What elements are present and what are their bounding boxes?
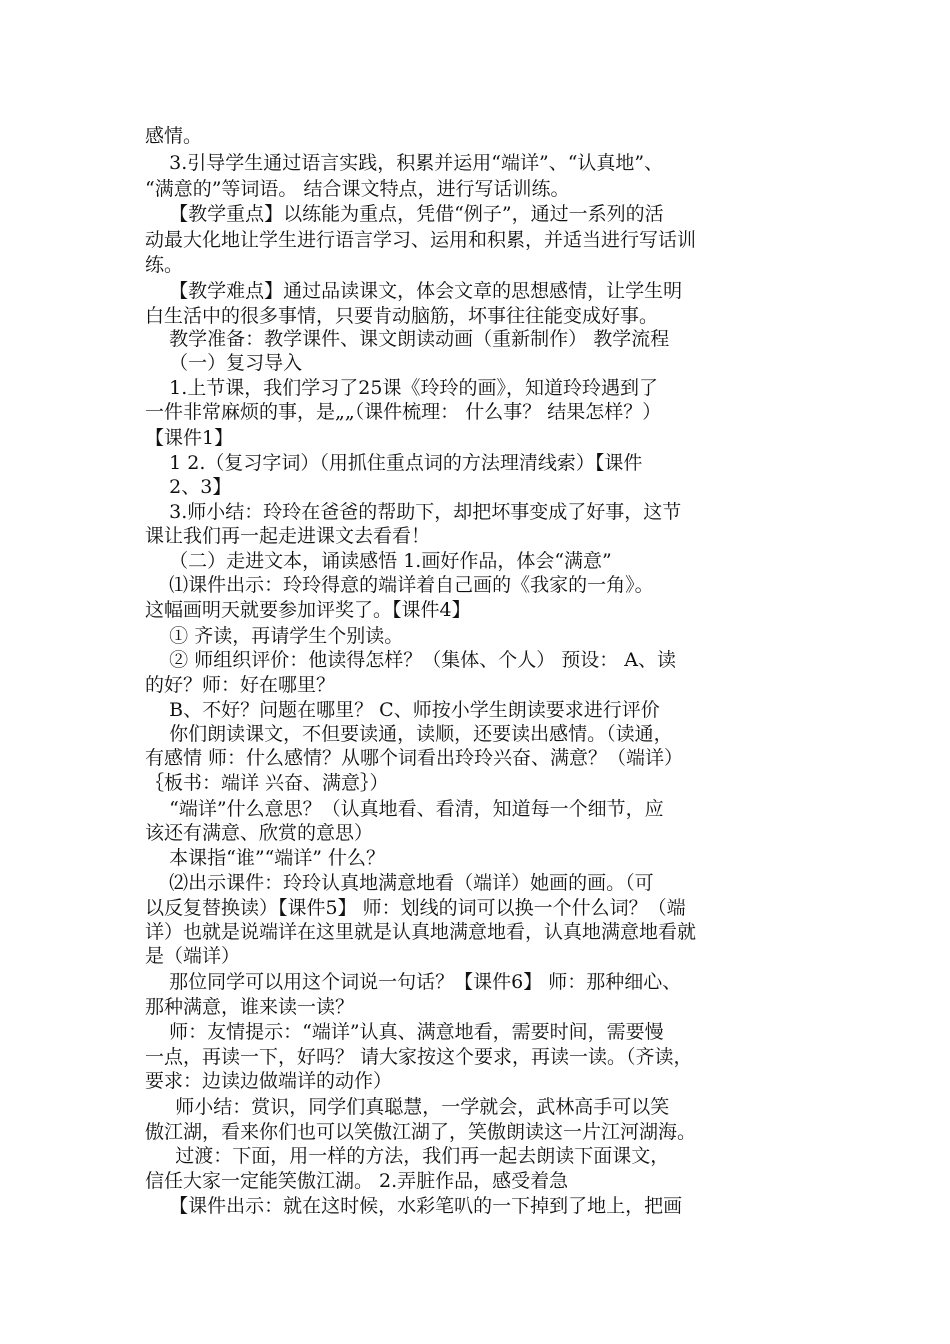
text-line: 有感情 师：什么感情？从哪个词看出玲玲兴奋、满意？（端详） — [145, 747, 684, 769]
text-line: 要求：边读边做端详的动作） — [145, 1070, 393, 1092]
text-line: 本课指“谁”“端详” 什么？ — [145, 847, 386, 869]
text-line: 1.上节课，我们学习了25课《玲玲的画》，知道玲玲遇到了 — [145, 377, 658, 399]
text-line: 是（端详） — [145, 945, 241, 967]
text-line: ⑵出示课件：玲玲认真地满意地看（端详）她画的画。（可 — [145, 872, 654, 894]
text-line: 1 2.（复习字词）（用抓住重点词的方法理清线索）【课件 — [145, 452, 643, 474]
text-line: 那位同学可以用这个词说一句话？【课件6】 师：那种细心、 — [145, 971, 682, 993]
text-line: ⑴课件出示：玲玲得意的端详着自己画的《我家的一角》。 — [145, 574, 654, 596]
text-line: 一件非常麻烦的事，是„„（课件梳理： 什么事？ 结果怎样？） — [145, 401, 662, 423]
text-line: 你们朗读课文，不但要读通，读顺，还要读出感情。（读通， — [145, 723, 673, 745]
text-line: 感情。 — [145, 125, 203, 147]
text-line: ｛板书：端详 兴奋、满意｝） — [145, 772, 389, 794]
text-line: （一）复习导入 — [145, 352, 303, 374]
text-line: 课让我们再一起走进课文去看看！ — [145, 525, 431, 547]
text-line: 【课件出示：就在这时候，水彩笔叭的一下掉到了地上，把画 — [145, 1195, 683, 1217]
text-line: 信任大家一定能笑傲江湖。 2.弄脏作品，感受着急 — [145, 1170, 569, 1192]
text-line: 师小结：赏识，同学们真聪慧，一学就会，武林高手可以笑 — [145, 1096, 670, 1118]
text-line: 练。 — [145, 254, 184, 276]
text-line: 【教学难点】通过品读课文，体会文章的思想感情，让学生明 — [145, 280, 683, 302]
text-line: 那种满意，谁来读一读？ — [145, 996, 355, 1018]
text-line: 师：友情提示：“端详”认真、满意地看，需要时间，需要慢 — [145, 1021, 664, 1043]
text-line: 该还有满意、欣赏的意思） — [145, 822, 374, 844]
text-line: 白生活中的很多事情，只要肯动脑筋，坏事往往能变成好事。 — [145, 305, 659, 327]
text-line: 的好？师：好在哪里？ — [145, 674, 336, 696]
text-line: 傲江湖，看来你们也可以笑傲江湖了，笑傲朗读这一片江河湖海。 — [145, 1121, 697, 1143]
text-line: 3.师小结：玲玲在爸爸的帮助下，却把坏事变成了好事，这节 — [145, 501, 682, 523]
text-line: 【课件1】 — [145, 427, 234, 449]
text-line: 一点，再读一下，好吗？ 请大家按这个要求，再读一读。（齐读， — [145, 1046, 693, 1068]
text-line: ② 师组织评价：他读得怎样？（集体、个人） 预设： A、读 — [145, 649, 676, 671]
text-line: 2、3】 — [145, 476, 232, 498]
text-line: 动最大化地让学生进行语言学习、运用和积累，并适当进行写话训 — [145, 229, 697, 251]
text-line: （二）走进文本，诵读感悟 1.画好作品，体会“满意” — [145, 550, 612, 572]
text-line: 以反复替换读）【课件5】 师：划线的词可以换一个什么词？（端 — [145, 897, 686, 919]
text-line: ① 齐读，再请学生个别读。 — [145, 625, 404, 647]
text-line: 教学准备：教学课件、课文朗读动画（重新制作） 教学流程 — [145, 328, 670, 350]
text-line: 详）也就是说端详在这里就是认真地满意地看，认真地满意地看就 — [145, 921, 697, 943]
text-line: “端详”什么意思？（认真地看、看清，知道每一个细节，应 — [145, 798, 664, 820]
text-line: B、不好？问题在哪里？ C、师按小学生朗读要求进行评价 — [145, 699, 660, 721]
text-line: “满意的”等词语。 结合课文特点，进行写话训练。 — [145, 178, 570, 200]
text-line: 3.引导学生通过语言实践，积累并运用“端详”、“认真地”、 — [145, 152, 664, 174]
text-line: 【教学重点】以练能为重点，凭借“例子”，通过一系列的活 — [145, 203, 664, 225]
text-line: 过渡：下面，用一样的方法，我们再一起去朗读下面课文， — [145, 1145, 670, 1167]
text-line: 这幅画明天就要参加评奖了。【课件4】 — [145, 599, 471, 621]
